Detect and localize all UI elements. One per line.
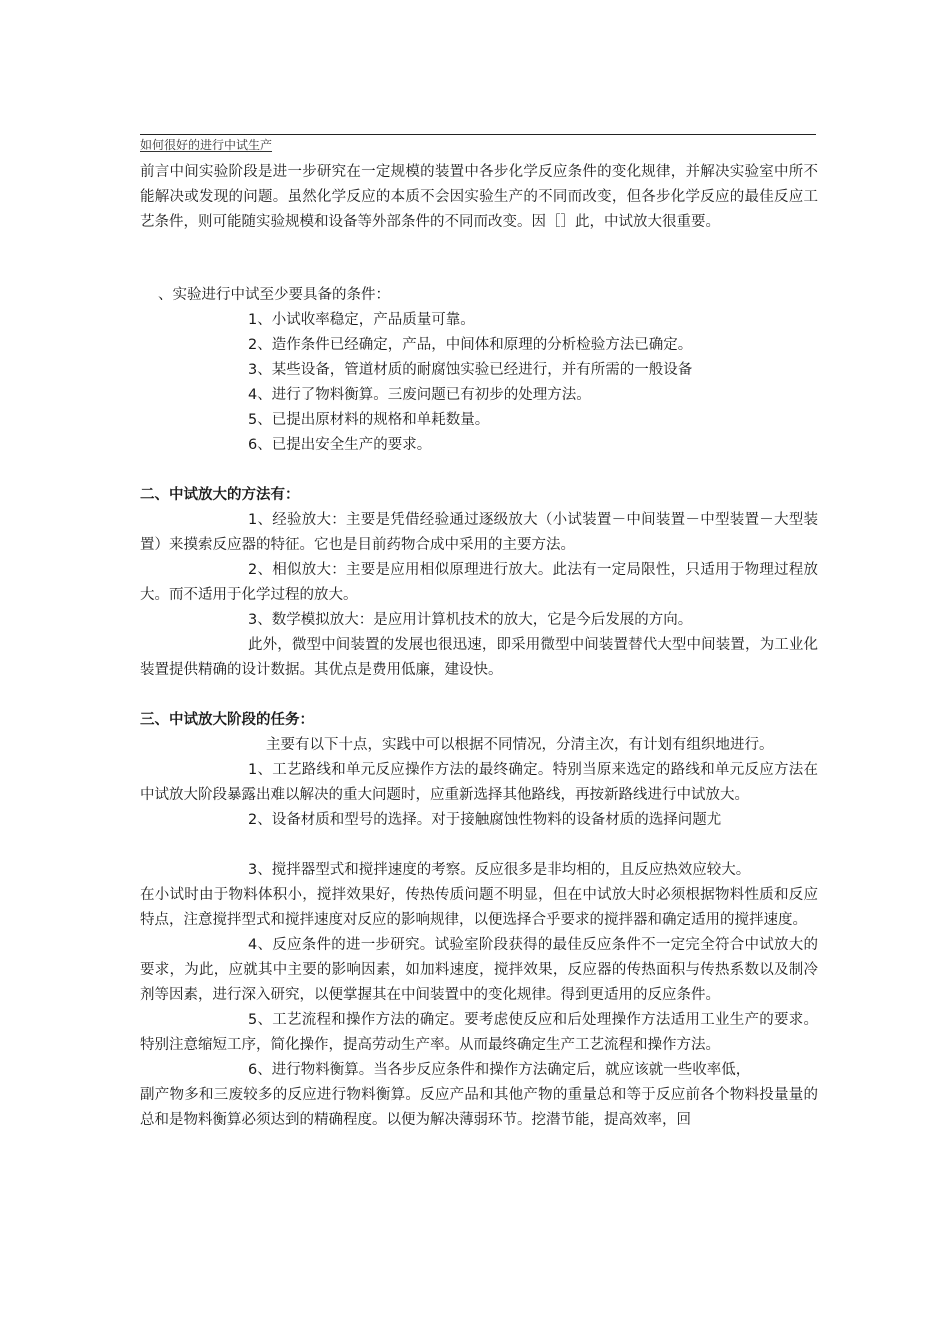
- section3-item: 4、反应条件的进一步研究。试验室阶段获得的最佳反应条件不一定完全符合中试放大的要求，为此，应就其中主要的影响因素，如加料速度，搅拌效果，反应器的传热面积与传热系数以及制冷剂等因素，进行深入研究，以便掌握其在中间装置中的变化规律。得到更适用的反应条件。: [140, 937, 818, 1003]
- section2-item: 此外，微型中间装置的发展也很迅速，即采用微型中间装置替代大型中间装置，为工业化装置提供精确的设计数据。其优点是费用低廉，建设快。: [140, 637, 818, 678]
- section1-item: 5、已提出原材料的规格和单耗数量。: [248, 412, 490, 428]
- document-body: [140, 160, 818, 1133]
- section1-item: 1、小试收率稳定，产品质量可靠。: [248, 312, 475, 328]
- section1-item: 6、已提出安全生产的要求。: [248, 437, 432, 453]
- section3-item: 6、进行物料衡算。当各步反应条件和操作方法确定后，就应该就一些收率低，: [248, 1062, 751, 1078]
- section3-item: 5、工艺流程和操作方法的确定。要考虑使反应和后处理操作方法适用工业生产的要求。特别注意缩短工序，简化操作，提高劳动生产率。从而最终确定生产工艺流程和操作方法。: [140, 1012, 818, 1053]
- section1-heading: 、实验进行中试至少要具备的条件：: [158, 287, 390, 303]
- section1-item: 3、某些设备，管道材质的耐腐蚀实验已经进行，并有所需的一般设备: [248, 362, 693, 378]
- section3-item: 1、工艺路线和单元反应操作方法的最终确定。特别当原来选定的路线和单元反应方法在中试放大阶段暴露出难以解决的重大问题时，应重新选择其他路线，再按新路线进行中试放大。: [140, 762, 818, 803]
- section3-heading: 三、中试放大阶段的任务：: [140, 712, 314, 728]
- section3-item: 2、设备材质和型号的选择。对于接触腐蚀性物料的设备材质的选择问题尤: [248, 812, 722, 828]
- section1-item: 2、造作条件已经确定，产品，中间体和原理的分析检验方法已确定。: [248, 337, 693, 353]
- section2-item: 1、经验放大：主要是凭借经验通过逐级放大（小试装置－中间装置－中型装置－大型装置）来摸索反应器的特征。它也是目前药物合成中采用的主要方法。: [140, 512, 818, 553]
- header-divider: [140, 134, 816, 135]
- section3-item-continuation: 副产物多和三废较多的反应进行物料衡算。反应产品和其他产物的重量总和等于反应前各个物料投量量的总和是物料衡算必须达到的精确程度。以便为解决薄弱环节。挖潜节能，提高效率，回: [140, 1087, 818, 1128]
- section3-item: 3、搅拌器型式和搅拌速度的考察。反应很多是非均相的，且反应热效应较大。: [248, 862, 751, 878]
- section1-item: 4、进行了物料衡算。三废问题已有初步的处理方法。: [248, 387, 591, 403]
- intro-paragraph: 前言中间实验阶段是进一步研究在一定规模的装置中各步化学反应条件的变化规律，并解决实验室中所不能解决或发现的问题。虽然化学反应的本质不会因实验生产的不同而改变，但各步化学反应的最佳反应工艺条件，则可能随实验规模和设备等外部条件的不同而改变。因［］此，中试放大很重要。: [140, 164, 818, 230]
- section3-lead: 主要有以下十点，实践中可以根据不同情况，分清主次，有计划有组织地进行。: [266, 737, 774, 753]
- section3-item-continuation: 在小试时由于物料体积小，搅拌效果好，传热传质问题不明显，但在中试放大时必须根据物料性质和反应特点，注意搅拌型式和搅拌速度对反应的影响规律，以便选择合乎要求的搅拌器和确定适用的搅拌速度。: [140, 887, 818, 928]
- document-header-title: 如何很好的进行中试生产: [140, 138, 273, 152]
- section2-item: 2、相似放大：主要是应用相似原理进行放大。此法有一定局限性，只适用于物理过程放大。而不适用于化学过程的放大。: [140, 562, 818, 603]
- section2-item: 3、数学模拟放大：是应用计算机技术的放大，它是今后发展的方向。: [248, 612, 693, 628]
- section2-heading: 二、中试放大的方法有：: [140, 487, 300, 503]
